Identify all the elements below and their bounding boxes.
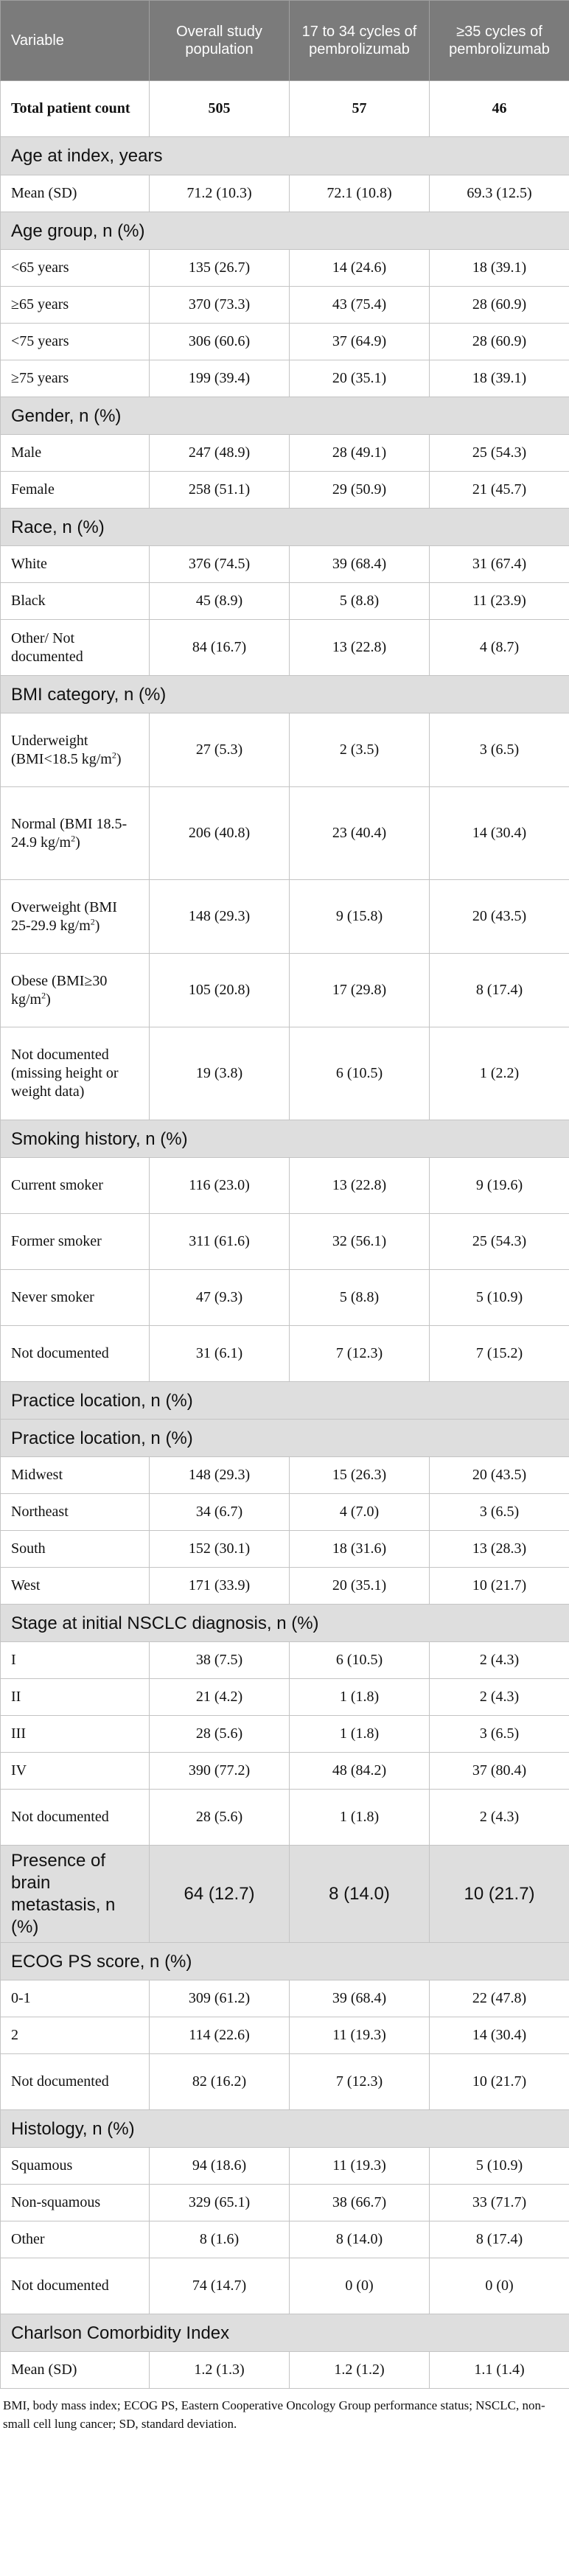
cell-value: 82 (16.2)	[150, 2054, 290, 2110]
cell-value: 20 (35.1)	[290, 360, 430, 397]
cell-value: 329 (65.1)	[150, 2185, 290, 2221]
cell-value: 3 (6.5)	[430, 1494, 569, 1531]
table-row	[1, 360, 569, 397]
table-row	[1, 787, 569, 880]
section-row	[1, 2314, 569, 2352]
row-label: I	[1, 1642, 150, 1679]
cell-value: 29 (50.9)	[290, 472, 430, 509]
cell-value: 376 (74.5)	[150, 546, 290, 583]
header-row	[1, 1, 569, 81]
table-row	[1, 1214, 569, 1270]
cell-value: 4 (8.7)	[430, 620, 569, 676]
row-label: Male	[1, 435, 150, 472]
cell-value: 27 (5.3)	[150, 713, 290, 787]
table-row	[1, 2258, 569, 2314]
cell-value: 7 (12.3)	[290, 1326, 430, 1382]
table-header	[1, 1, 569, 81]
cell-value: 13 (28.3)	[430, 1531, 569, 1568]
section-row	[1, 397, 569, 435]
cell-value: 1 (1.8)	[290, 1790, 430, 1846]
cell-value: 64 (12.7)	[150, 1846, 290, 1943]
table-row	[1, 2017, 569, 2054]
cell-value: 505	[150, 81, 290, 137]
cell-value: 25 (54.3)	[430, 435, 569, 472]
cell-value: 5 (8.8)	[290, 1270, 430, 1326]
cell-value: 94 (18.6)	[150, 2148, 290, 2185]
table-row	[1, 1679, 569, 1716]
table-row	[1, 954, 569, 1027]
cell-value: 1.2 (1.2)	[290, 2352, 430, 2389]
section-row	[1, 137, 569, 175]
table-row	[1, 435, 569, 472]
section-row	[1, 1605, 569, 1642]
section-label: Charlson Comorbidity Index	[1, 2314, 569, 2352]
row-label: Not documented	[1, 1790, 150, 1846]
row-label: <75 years	[1, 324, 150, 360]
cell-value: 171 (33.9)	[150, 1568, 290, 1605]
cell-value: 72.1 (10.8)	[290, 175, 430, 212]
row-label: II	[1, 1679, 150, 1716]
cell-value: 69.3 (12.5)	[430, 175, 569, 212]
cell-value: 10 (21.7)	[430, 1846, 569, 1943]
cell-value: 11 (19.3)	[290, 2017, 430, 2054]
section-row	[1, 1382, 569, 1420]
header-35-plus-cycles: ≥35 cycles of pembrolizumab	[430, 1, 569, 81]
cell-value: 135 (26.7)	[150, 250, 290, 287]
cell-value: 10 (21.7)	[430, 2054, 569, 2110]
cell-value: 390 (77.2)	[150, 1753, 290, 1790]
table-row	[1, 1642, 569, 1679]
table-row	[1, 250, 569, 287]
cell-value: 18 (39.1)	[430, 360, 569, 397]
section-row	[1, 1120, 569, 1158]
table-row	[1, 1980, 569, 2017]
cell-value: 14 (24.6)	[290, 250, 430, 287]
table-row	[1, 2221, 569, 2258]
cell-value: 47 (9.3)	[150, 1270, 290, 1326]
cell-value: 6 (10.5)	[290, 1027, 430, 1120]
cell-value: 13 (22.8)	[290, 620, 430, 676]
section-row	[1, 1420, 569, 1457]
table-footnote: BMI, body mass index; ECOG PS, Eastern Cooperative Oncology Group performance status; NSCLC, non-small cell lung cancer; SD, standard deviation.	[3, 2398, 545, 2431]
cell-value: 5 (8.8)	[290, 583, 430, 620]
cell-value: 74 (14.7)	[150, 2258, 290, 2314]
row-label: <65 years	[1, 250, 150, 287]
cell-value: 9 (19.6)	[430, 1158, 569, 1214]
cell-value: 20 (35.1)	[290, 1568, 430, 1605]
row-label: Normal (BMI 18.5-24.9 $kg/m^2$)	[1, 787, 150, 880]
cell-value: 84 (16.7)	[150, 620, 290, 676]
table-row	[1, 2352, 569, 2389]
cell-value: 14 (30.4)	[430, 2017, 569, 2054]
row-label: IV	[1, 1753, 150, 1790]
cell-value: 39 (68.4)	[290, 546, 430, 583]
cell-value: 11 (19.3)	[290, 2148, 430, 2185]
table-row	[1, 880, 569, 954]
cell-value: 57	[290, 81, 430, 137]
cell-value: 39 (68.4)	[290, 1980, 430, 2017]
section-label: Practice location, n (%)	[1, 1420, 569, 1457]
cell-value: 20 (43.5)	[430, 1457, 569, 1494]
cell-value: 37 (64.9)	[290, 324, 430, 360]
cell-value: 28 (60.9)	[430, 324, 569, 360]
cell-value: 31 (6.1)	[150, 1326, 290, 1382]
cell-value: 8 (1.6)	[150, 2221, 290, 2258]
cell-value: 21 (4.2)	[150, 1679, 290, 1716]
row-label: 2	[1, 2017, 150, 2054]
header-variable: Variable	[1, 1, 150, 81]
cell-value: 370 (73.3)	[150, 287, 290, 324]
row-label: Squamous	[1, 2148, 150, 2185]
cell-value: 152 (30.1)	[150, 1531, 290, 1568]
section-label: Practice location, n (%)	[1, 1382, 569, 1420]
table-row	[1, 472, 569, 509]
cell-value: 6 (10.5)	[290, 1642, 430, 1679]
row-label: Mean (SD)	[1, 2352, 150, 2389]
table-body	[1, 81, 569, 2389]
cell-value: 8 (14.0)	[290, 2221, 430, 2258]
table-row	[1, 1568, 569, 1605]
cell-value: 38 (7.5)	[150, 1642, 290, 1679]
cell-value: 1 (1.8)	[290, 1716, 430, 1753]
row-label: South	[1, 1531, 150, 1568]
table-row	[1, 713, 569, 787]
row-label: Obese (BMI≥30 $kg/m^2$)	[1, 954, 150, 1027]
cell-value: 38 (66.7)	[290, 2185, 430, 2221]
row-label: Not documented	[1, 1326, 150, 1382]
cell-value: 25 (54.3)	[430, 1214, 569, 1270]
cell-value: 45 (8.9)	[150, 583, 290, 620]
row-label: Former smoker	[1, 1214, 150, 1270]
cell-value: 116 (23.0)	[150, 1158, 290, 1214]
section-row	[1, 676, 569, 713]
row-label: Not documented	[1, 2258, 150, 2314]
cell-value: 22 (47.8)	[430, 1980, 569, 2017]
section-label: Age at index, years	[1, 137, 569, 175]
row-label: West	[1, 1568, 150, 1605]
cell-value: 3 (6.5)	[430, 1716, 569, 1753]
header-17-34-cycles: 17 to 34 cycles of pembrolizumab	[290, 1, 430, 81]
section-label: BMI category, n (%)	[1, 676, 569, 713]
cell-value: 43 (75.4)	[290, 287, 430, 324]
table-row	[1, 1270, 569, 1326]
row-label: Mean (SD)	[1, 175, 150, 212]
cell-value: 11 (23.9)	[430, 583, 569, 620]
cell-value: 1.2 (1.3)	[150, 2352, 290, 2389]
cell-value: 105 (20.8)	[150, 954, 290, 1027]
table-row	[1, 2185, 569, 2221]
cell-value: 306 (60.6)	[150, 324, 290, 360]
row-label: White	[1, 546, 150, 583]
cell-value: 28 (5.6)	[150, 1790, 290, 1846]
cell-value: 13 (22.8)	[290, 1158, 430, 1214]
cell-value: 2 (3.5)	[290, 713, 430, 787]
table-row	[1, 1158, 569, 1214]
cell-value: 2 (4.3)	[430, 1790, 569, 1846]
cell-value: 19 (3.8)	[150, 1027, 290, 1120]
cell-value: 10 (21.7)	[430, 1568, 569, 1605]
section-label: Smoking history, n (%)	[1, 1120, 569, 1158]
cell-value: 71.2 (10.3)	[150, 175, 290, 212]
cell-value: 1.1 (1.4)	[430, 2352, 569, 2389]
table-row	[1, 1457, 569, 1494]
cell-value: 9 (15.8)	[290, 880, 430, 954]
cell-value: 23 (40.4)	[290, 787, 430, 880]
table-row	[1, 175, 569, 212]
row-label: ≥75 years	[1, 360, 150, 397]
section-label: Histology, n (%)	[1, 2110, 569, 2148]
row-label: Overweight (BMI 25-29.9 $kg/m^2$)	[1, 880, 150, 954]
cell-value: 114 (22.6)	[150, 2017, 290, 2054]
table-row	[1, 1326, 569, 1382]
header-overall: Overall study population	[150, 1, 290, 81]
cell-value: 0 (0)	[430, 2258, 569, 2314]
section-row	[1, 212, 569, 250]
table-row	[1, 1494, 569, 1531]
cell-value: 48 (84.2)	[290, 1753, 430, 1790]
section-row	[1, 509, 569, 546]
cell-value: 8 (17.4)	[430, 2221, 569, 2258]
row-label: Female	[1, 472, 150, 509]
cell-value: 311 (61.6)	[150, 1214, 290, 1270]
table-row	[1, 1716, 569, 1753]
section-label: Race, n (%)	[1, 509, 569, 546]
table-row	[1, 1790, 569, 1846]
cell-value: 28 (5.6)	[150, 1716, 290, 1753]
cell-value: 1 (2.2)	[430, 1027, 569, 1120]
cell-value: 33 (71.7)	[430, 2185, 569, 2221]
row-label: Not documented (missing height or weight data)	[1, 1027, 150, 1120]
cell-value: 15 (26.3)	[290, 1457, 430, 1494]
cell-value: 31 (67.4)	[430, 546, 569, 583]
cell-value: 309 (61.2)	[150, 1980, 290, 2017]
section-label: ECOG PS score, n (%)	[1, 1943, 569, 1980]
row-label: Northeast	[1, 1494, 150, 1531]
cell-value: 34 (6.7)	[150, 1494, 290, 1531]
cell-value: 8 (14.0)	[290, 1846, 430, 1943]
cell-value: 247 (48.9)	[150, 435, 290, 472]
table-row	[1, 1027, 569, 1120]
table-row	[1, 1753, 569, 1790]
cell-value: 20 (43.5)	[430, 880, 569, 954]
cell-value: 21 (45.7)	[430, 472, 569, 509]
row-label: Midwest	[1, 1457, 150, 1494]
cell-value: 1 (1.8)	[290, 1679, 430, 1716]
table-row	[1, 1846, 569, 1943]
section-row	[1, 1943, 569, 1980]
cell-value: 5 (10.9)	[430, 2148, 569, 2185]
row-label: 0-1	[1, 1980, 150, 2017]
cell-value: 3 (6.5)	[430, 713, 569, 787]
table-row	[1, 2054, 569, 2110]
table-row	[1, 324, 569, 360]
cell-value: 28 (60.9)	[430, 287, 569, 324]
cell-value: 4 (7.0)	[290, 1494, 430, 1531]
section-label: Stage at initial NSCLC diagnosis, n (%)	[1, 1605, 569, 1642]
row-label: Not documented	[1, 2054, 150, 2110]
cell-value: 7 (15.2)	[430, 1326, 569, 1382]
row-label: Current smoker	[1, 1158, 150, 1214]
cell-value: 18 (39.1)	[430, 250, 569, 287]
table-row	[1, 287, 569, 324]
row-label: Other	[1, 2221, 150, 2258]
cell-value: 0 (0)	[290, 2258, 430, 2314]
row-label: Presence of brain metastasis, n (%)	[1, 1846, 150, 1943]
row-label: III	[1, 1716, 150, 1753]
cell-value: 2 (4.3)	[430, 1679, 569, 1716]
row-label: Non-squamous	[1, 2185, 150, 2221]
cell-value: 8 (17.4)	[430, 954, 569, 1027]
section-row	[1, 2110, 569, 2148]
cell-value: 37 (80.4)	[430, 1753, 569, 1790]
row-label: Total patient count	[1, 81, 150, 137]
cell-value: 28 (49.1)	[290, 435, 430, 472]
cell-value: 206 (40.8)	[150, 787, 290, 880]
table-row	[1, 583, 569, 620]
cell-value: 5 (10.9)	[430, 1270, 569, 1326]
cell-value: 148 (29.3)	[150, 880, 290, 954]
row-label: Black	[1, 583, 150, 620]
cell-value: 17 (29.8)	[290, 954, 430, 1027]
cell-value: 46	[430, 81, 569, 137]
cell-value: 258 (51.1)	[150, 472, 290, 509]
cell-value: 7 (12.3)	[290, 2054, 430, 2110]
section-label: Gender, n (%)	[1, 397, 569, 435]
table-row	[1, 1531, 569, 1568]
row-label: Never smoker	[1, 1270, 150, 1326]
cell-value: 32 (56.1)	[290, 1214, 430, 1270]
cell-value: 14 (30.4)	[430, 787, 569, 880]
cell-value: 18 (31.6)	[290, 1531, 430, 1568]
table-row	[1, 2148, 569, 2185]
row-label: Other/ Not documented	[1, 620, 150, 676]
table-row	[1, 81, 569, 137]
cell-value: 148 (29.3)	[150, 1457, 290, 1494]
row-label: Underweight (BMI<18.5 $kg/m^2$)	[1, 713, 150, 787]
cell-value: 199 (39.4)	[150, 360, 290, 397]
table-row	[1, 620, 569, 676]
table-row	[1, 546, 569, 583]
row-label: ≥65 years	[1, 287, 150, 324]
cell-value: 2 (4.3)	[430, 1642, 569, 1679]
section-label: Age group, n (%)	[1, 212, 569, 250]
